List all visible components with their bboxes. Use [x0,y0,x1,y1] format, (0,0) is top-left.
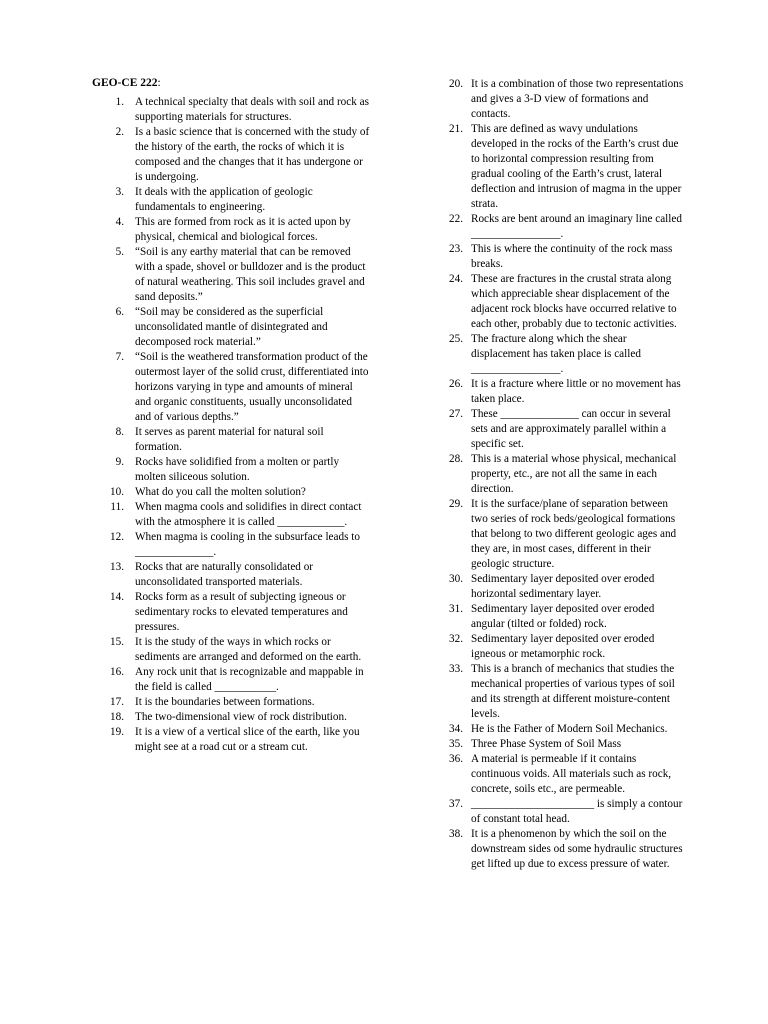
question-text: It deals with the application of geologic fundamentals to engineering. [135,186,313,213]
question-item [92,695,370,710]
question-number: 2. [115,126,124,138]
question-text: It is a fracture where little or no movement has taken place. [471,378,681,405]
page-title [92,76,370,91]
question-number: 25. [449,333,463,345]
question-item [428,662,684,722]
question-text: This is a material whose physical, mechanical property, etc., are not all the same in each direction. [471,453,677,495]
question-number: 7. [115,351,124,363]
question-item [428,632,684,662]
question-text: “Soil may be considered as the superficial unconsolidated mantle of disintegrated and decomposed rock material.” [135,306,328,348]
question-number: 27. [449,408,463,420]
question-number: 35. [449,738,463,750]
question-item [92,305,370,350]
question-number: 6. [115,306,124,318]
question-item [428,572,684,602]
question-text: “Soil is any earthy material that can be removed with a spade, shovel or bulldozer and is the product of natural weathering. This soil includes gravel and sand deposits.” [135,246,366,303]
question-text: It is the study of the ways in which rocks or sediments are arranged and deformed on the earth. [135,636,362,663]
question-number: 31. [449,603,463,615]
question-number: 4. [115,216,124,228]
question-item [428,722,684,737]
question-text: Rocks are bent around an imaginary line called ________________. [471,213,682,240]
question-item [428,407,684,452]
question-text: It is a phenomenon by which the soil on the downstream sides od some hydraulic structures get lifted up due to excess pressure of water. [471,828,683,870]
question-number: 15. [110,636,124,648]
question-number: 33. [449,663,463,675]
question-text: Is a basic science that is concerned with the study of the history of the earth, the rocks of which it is composed and the changes that it has undergone or is undergoing. [135,126,370,183]
question-item [428,377,684,407]
question-text: This is where the continuity of the rock mass breaks. [471,243,673,270]
question-text: These are fractures in the crustal strata along which appreciable shear displacement of the adjacent rock blocks have occurred relative to each other, probably due to tectonic activities. [471,273,677,330]
question-number: 23. [449,243,463,255]
question-text: Any rock unit that is recognizable and mappable in the field is called ___________. [135,666,364,693]
question-number: 26. [449,378,463,390]
question-text: Sedimentary layer deposited over eroded igneous or metamorphic rock. [471,633,655,660]
question-item [428,497,684,572]
question-text: This are defined as wavy undulations developed in the rocks of the Earth’s crust due to horizontal compression resulting from gradual cooling of the Earth’s crust, lateral deflection and intrusion of magma in the upper strata. [471,123,682,210]
question-item [92,725,370,755]
question-text: It is the boundaries between formations. [135,696,315,708]
question-number: 32. [449,633,463,645]
question-item [428,452,684,497]
question-text: When magma is cooling in the subsurface leads to ______________. [135,531,360,558]
question-number: 36. [449,753,463,765]
question-item [428,602,684,632]
question-text: The two-dimensional view of rock distribution. [135,711,347,723]
question-number: 29. [449,498,463,510]
question-list-left [92,95,370,755]
question-text: Three Phase System of Soil Mass [471,738,622,750]
question-text: This are formed from rock as it is acted upon by physical, chemical and biological forces. [135,216,351,243]
question-item [428,212,684,242]
question-number: 24. [449,273,463,285]
question-item [92,500,370,530]
question-item [92,455,370,485]
question-text: Rocks that are naturally consolidated or unconsolidated transported materials. [135,561,314,588]
question-item [92,635,370,665]
question-item [428,272,684,332]
question-item [428,797,684,827]
question-number: 9. [115,456,124,468]
question-number: 3. [115,186,124,198]
question-text: It is a combination of those two representations and gives a 3-D view of formations and contacts. [471,78,684,120]
question-number: 22. [449,213,463,225]
question-item [92,560,370,590]
question-text: “Soil is the weathered transformation product of the outermost layer of the solid crust, differentiated into horizons varying in type and amounts of mineral and organic constituents, usually unconsolidated and of various depths.” [135,351,369,423]
question-number: 17. [110,696,124,708]
question-item [92,125,370,185]
title-colon: : [157,77,161,89]
question-item [92,485,370,500]
question-item [92,530,370,560]
question-number: 10. [110,486,124,498]
question-item [92,425,370,455]
question-item [92,95,370,125]
question-item [92,350,370,425]
right-column [428,77,684,872]
question-text: This is a branch of mechanics that studies the mechanical properties of various types of soil and its strength at different moisture-content levels. [471,663,675,720]
question-number: 18. [110,711,124,723]
question-item [428,332,684,377]
question-item [92,665,370,695]
question-text: When magma cools and solidifies in direct contact with the atmosphere it is called ____________. [135,501,362,528]
left-column [92,76,370,755]
question-item [92,215,370,245]
question-number: 8. [115,426,124,438]
question-number: 38. [449,828,463,840]
question-text: Rocks form as a result of subjecting igneous or sedimentary rocks to elevated temperatures and pressures. [135,591,348,633]
question-number: 5. [115,246,124,258]
question-text: A technical specialty that deals with soil and rock as supporting materials for structures. [135,96,369,123]
question-text: These ______________ can occur in several sets and are approximately parallel within a specific set. [471,408,671,450]
question-text: ______________________ is simply a contour of constant total head. [471,798,683,825]
question-number: 1. [115,96,124,108]
question-text: A material is permeable if it contains continuous voids. All materials such as rock, concrete, soils etc., are permeable. [471,753,672,795]
question-text: It is the surface/plane of separation between two series of rock beds/geological formations that belong to two different geologic ages and they are, in most cases, different in their geologic structure. [471,498,677,570]
question-number: 16. [110,666,124,678]
question-item [92,710,370,725]
question-number: 30. [449,573,463,585]
question-item [428,122,684,212]
question-item [428,242,684,272]
question-number: 20. [449,78,463,90]
course-code: GEO-CE 222 [92,77,158,89]
question-text: Sedimentary layer deposited over eroded angular (tilted or folded) rock. [471,603,655,630]
question-text: Rocks have solidified from a molten or partly molten siliceous solution. [135,456,340,483]
question-number: 12. [110,531,124,543]
question-number: 19. [110,726,124,738]
question-text: Sedimentary layer deposited over eroded horizontal sedimentary layer. [471,573,655,600]
question-item [92,245,370,305]
question-number: 11. [110,501,124,513]
question-text: He is the Father of Modern Soil Mechanics. [471,723,668,735]
question-text: What do you call the molten solution? [135,486,306,498]
question-number: 34. [449,723,463,735]
question-item [428,737,684,752]
question-list-right [428,77,684,872]
question-item [428,827,684,872]
question-text: The fracture along which the shear displacement has taken place is called ________________. [471,333,641,375]
question-text: It serves as parent material for natural soil formation. [135,426,324,453]
question-item [428,77,684,122]
question-item [92,185,370,215]
question-number: 37. [449,798,463,810]
question-item [92,590,370,635]
question-number: 13. [110,561,124,573]
question-number: 28. [449,453,463,465]
question-text: It is a view of a vertical slice of the earth, like you might see at a road cut or a stream cut. [135,726,360,753]
question-number: 21. [449,123,463,135]
question-item [428,752,684,797]
question-number: 14. [110,591,124,603]
